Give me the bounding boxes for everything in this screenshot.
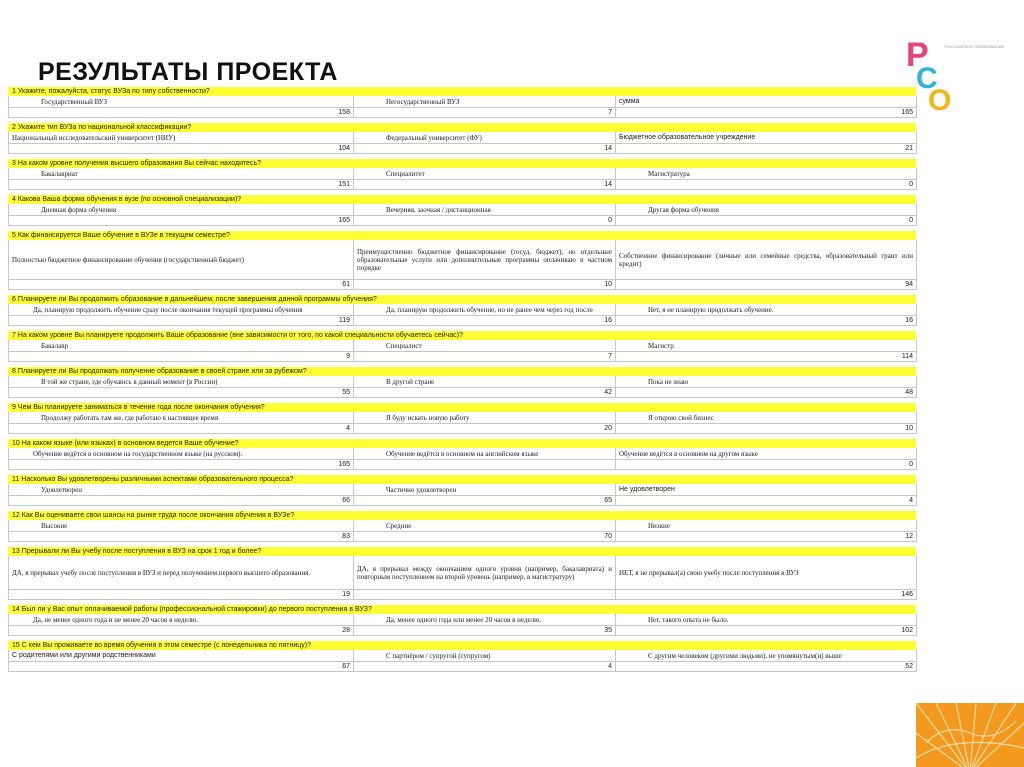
- response-count: 119: [9, 316, 354, 326]
- option-label: [9, 96, 354, 108]
- response-count: 10: [616, 424, 917, 434]
- option-text: Магистратура: [648, 170, 690, 178]
- option-label: [616, 376, 917, 388]
- response-count: 114: [616, 352, 917, 362]
- response-count: 9: [9, 352, 354, 362]
- options-row: [8, 614, 916, 626]
- option-text: Высокие: [41, 522, 68, 530]
- response-count: 16: [616, 316, 917, 326]
- question-number: 11: [12, 476, 20, 483]
- response-count: 4: [616, 496, 917, 506]
- option-text: Бакалавр: [41, 342, 68, 350]
- option-text: В той же стране, где обучаюсь в данный момент (в России): [41, 378, 218, 386]
- option-text: Полностью бюджетное финансирование обучения (государственный бюджет): [12, 256, 245, 264]
- response-count: 4: [9, 424, 354, 434]
- question-block: [8, 295, 916, 326]
- option-text: Я открою свой бизнес: [648, 414, 714, 422]
- response-count: 14: [354, 180, 616, 190]
- option-text: Я буду искать новую работу: [386, 414, 470, 422]
- question-block: [8, 195, 916, 226]
- option-text: Не удовлетворен: [619, 486, 675, 493]
- response-count: 67: [9, 662, 354, 672]
- question-header: [8, 295, 916, 304]
- values-row: [8, 352, 916, 362]
- response-count: 7: [354, 108, 616, 118]
- option-text: сумма: [619, 98, 640, 105]
- response-count: 21: [616, 144, 917, 154]
- option-text: Удовлетворен: [41, 486, 83, 494]
- options-row: [8, 650, 916, 662]
- question-number: 9: [12, 404, 16, 411]
- option-text: Специалитет: [386, 170, 425, 178]
- option-label: [354, 168, 616, 180]
- logo-caption: РОССИЙСКОЕ ОБРАЗОВАНИЕ: [945, 44, 1005, 49]
- option-text: Нет, такого опыта не было.: [648, 616, 729, 624]
- question-number: 4: [12, 196, 16, 203]
- values-row: [8, 626, 916, 636]
- response-count: 61: [9, 280, 354, 290]
- question-header: [8, 605, 916, 614]
- option-text: С другим человеком (другими людьми), не упомянутым(и) выше: [648, 652, 842, 660]
- question-header: [8, 159, 916, 168]
- response-count: 10: [354, 280, 616, 290]
- option-label: [9, 484, 354, 496]
- option-label: [9, 376, 354, 388]
- response-count: 7: [354, 352, 616, 362]
- option-label: [616, 556, 917, 590]
- response-count: 0: [616, 216, 917, 226]
- option-text: Собственное финансирование (личные или семейные средства, образовательный грант или кредит): [619, 252, 913, 268]
- question-header: [8, 123, 916, 132]
- option-label: [354, 520, 616, 532]
- option-text: Национальный исследовательский университет (НИУ): [12, 134, 176, 142]
- option-text: Обучение ведётся в основном на английском языке: [386, 450, 539, 458]
- response-count: [354, 590, 616, 600]
- options-row: [8, 376, 916, 388]
- question-number: 14: [12, 606, 20, 613]
- question-header: [8, 87, 916, 96]
- option-label: [354, 484, 616, 496]
- response-count: 165: [9, 460, 354, 470]
- response-count: 35: [354, 626, 616, 636]
- response-count: [354, 460, 616, 470]
- response-count: 28: [9, 626, 354, 636]
- question-text: Планируете ли Вы продолжить образование в дальнейшем, после завершения данной программы обучения?: [17, 296, 377, 303]
- option-text: Другая форма обучения: [648, 206, 719, 214]
- option-text: Да, менее одного года или менее 20 часов в неделю.: [386, 616, 542, 624]
- question-text: Был ли у Вас опыт оплачиваемой работы (профессиональной стажировки) до первого поступления в ВУЗ?: [21, 606, 372, 613]
- option-text: Негосударственный ВУЗ: [386, 98, 460, 106]
- starburst-pattern-icon: [916, 703, 1024, 767]
- option-label: [9, 204, 354, 216]
- option-text: Продолжу работать там же, где работаю в настоящее время: [41, 414, 219, 422]
- question-text: Как Вы оцениваете свои шансы на рынке труда после окончания обучения в ВУЗе?: [21, 512, 295, 519]
- option-label: [9, 650, 354, 662]
- options-row: [8, 240, 916, 280]
- values-row: [8, 108, 916, 118]
- option-text: Бюджетное образовательное учреждение: [619, 134, 756, 141]
- option-label: [616, 448, 917, 460]
- values-row: [8, 144, 916, 154]
- values-row: [8, 662, 916, 672]
- response-count: 146: [616, 590, 917, 600]
- option-label: [616, 484, 917, 496]
- question-text: Как финансируется Ваше обучение в ВУЗе в текущем семестре?: [17, 232, 230, 239]
- survey-results-table: [8, 87, 916, 672]
- question-header: [8, 367, 916, 376]
- option-label: [616, 168, 917, 180]
- question-text: На каком уровне получения высшего образования Вы сейчас находитесь?: [17, 160, 262, 167]
- values-row: [8, 460, 916, 470]
- question-block: [8, 367, 916, 398]
- response-count: 102: [616, 626, 917, 636]
- response-count: 70: [354, 532, 616, 542]
- question-block: [8, 231, 916, 290]
- option-text: Да, не менее одного года и не менее 20 часов в неделю.: [33, 616, 199, 624]
- option-label: [9, 304, 354, 316]
- option-text: НЕТ, я не прерывал(а) свою учебу после поступления в ВУЗ: [619, 569, 799, 577]
- option-text: Средние: [386, 522, 412, 530]
- question-header: [8, 195, 916, 204]
- question-block: [8, 87, 916, 118]
- question-number: 1: [12, 88, 16, 95]
- response-count: 12: [616, 532, 917, 542]
- option-label: [616, 520, 917, 532]
- option-text: ДА, я прерывал между окончанием одного уровня (например, бакалавриата) и повторным поступлением на второй уровень (например, в магистратуру): [357, 565, 612, 581]
- question-text: С кем Вы проживаете во время обучения в этом семестре (с понедельника по пятницу)?: [21, 642, 312, 649]
- response-count: 158: [9, 108, 354, 118]
- response-count: 52: [616, 662, 917, 672]
- logo-letter-p: Р: [906, 36, 929, 74]
- options-row: [8, 204, 916, 216]
- question-number: 12: [12, 512, 20, 519]
- option-label: [616, 614, 917, 626]
- option-label: [616, 240, 917, 280]
- option-label: [616, 132, 917, 144]
- question-block: [8, 475, 916, 506]
- options-row: [8, 304, 916, 316]
- values-row: [8, 316, 916, 326]
- option-label: [616, 304, 917, 316]
- question-block: [8, 439, 916, 470]
- question-number: 5: [12, 232, 16, 239]
- question-block: [8, 547, 916, 600]
- question-number: 10: [12, 440, 20, 447]
- option-text: Обучение ведётся в основном на государственном языке (на русском).: [33, 450, 243, 458]
- question-header: [8, 231, 916, 240]
- option-label: [354, 376, 616, 388]
- question-text: Прерывали ли Вы учебу после поступления в ВУЗ на срок 1 год и более?: [21, 548, 262, 555]
- question-text: Укажите, пожалуйста, статус ВУЗа по типу собственности?: [17, 88, 210, 95]
- question-text: Какова Ваша форма обучения в вузе (по основной специализации)?: [17, 196, 242, 203]
- question-number: 7: [12, 332, 16, 339]
- question-header: [8, 331, 916, 340]
- option-label: [616, 412, 917, 424]
- option-text: С родителями или другими родственниками: [12, 652, 156, 659]
- question-text: Чем Вы планируете заниматься в течение года после окончания обучения?: [17, 404, 265, 411]
- question-block: [8, 331, 916, 362]
- question-header: [8, 439, 916, 448]
- response-count: 83: [9, 532, 354, 542]
- options-row: [8, 484, 916, 496]
- option-label: [354, 650, 616, 662]
- response-count: 4: [354, 662, 616, 672]
- response-count: 55: [9, 388, 354, 398]
- option-label: [354, 96, 616, 108]
- options-row: [8, 520, 916, 532]
- question-block: [8, 605, 916, 636]
- question-header: [8, 641, 916, 650]
- option-text: Федеральный университет (ФУ): [386, 134, 482, 142]
- question-header: [8, 403, 916, 412]
- option-text: Магистр: [648, 342, 674, 350]
- option-text: Нет, я не планирую продолжать обучение.: [648, 306, 774, 314]
- option-label: [354, 204, 616, 216]
- response-count: 48: [616, 388, 917, 398]
- options-row: [8, 412, 916, 424]
- question-number: 15: [12, 642, 20, 649]
- response-count: 94: [616, 280, 917, 290]
- option-label: [616, 340, 917, 352]
- response-count: 16: [354, 316, 616, 326]
- question-header: [8, 547, 916, 556]
- option-label: [9, 168, 354, 180]
- values-row: [8, 216, 916, 226]
- response-count: 65: [354, 496, 616, 506]
- option-label: [354, 240, 616, 280]
- option-label: [354, 340, 616, 352]
- response-count: 0: [354, 216, 616, 226]
- option-text: Да, планирую продолжить обучение, но не ранее чем через год после: [386, 306, 593, 314]
- question-block: [8, 159, 916, 190]
- response-count: 14: [354, 144, 616, 154]
- values-row: [8, 180, 916, 190]
- question-block: [8, 511, 916, 542]
- option-label: [9, 340, 354, 352]
- option-label: [9, 520, 354, 532]
- response-count: 165: [616, 108, 917, 118]
- option-label: [9, 614, 354, 626]
- rso-logo: [906, 26, 1010, 112]
- question-number: 3: [12, 160, 16, 167]
- option-text: Частично удовлетворен: [386, 486, 457, 494]
- option-label: [354, 412, 616, 424]
- option-text: Обучение ведётся в основном на другом языке: [619, 450, 759, 458]
- options-row: [8, 168, 916, 180]
- option-label: [9, 412, 354, 424]
- option-label: [354, 132, 616, 144]
- question-number: 6: [12, 296, 16, 303]
- values-row: [8, 280, 916, 290]
- option-label: [616, 204, 917, 216]
- option-text: Низкие: [648, 522, 670, 530]
- option-text: Да, планирую продолжить обучение сразу после окончания текущей программы обучения: [33, 306, 303, 314]
- option-label: [9, 132, 354, 144]
- option-text: Государственный ВУЗ: [41, 98, 108, 106]
- values-row: [8, 424, 916, 434]
- response-count: 0: [616, 180, 917, 190]
- question-block: [8, 123, 916, 154]
- option-text: Бакалавриат: [41, 170, 78, 178]
- question-number: 2: [12, 124, 16, 131]
- option-label: [9, 240, 354, 280]
- response-count: 104: [9, 144, 354, 154]
- question-text: На каком языке (или языках) в основном ведется Ваше обучение?: [21, 440, 239, 447]
- question-text: Планируете ли Вы продолжать получение образование в своей стране или за рубежом?: [17, 368, 307, 375]
- question-header: [8, 475, 916, 484]
- question-text: Укажите тип ВУЗа по национальной классификации?: [17, 124, 192, 131]
- values-row: [8, 496, 916, 506]
- question-text: На каком уровне Вы планируете продолжить Ваше образование (вне зависимости от того, по какой специальности обучаетесь сейчас)?: [17, 332, 463, 339]
- response-count: 42: [354, 388, 616, 398]
- option-label: [354, 556, 616, 590]
- values-row: [8, 388, 916, 398]
- logo-letter-c: С: [916, 62, 938, 95]
- option-text: Преимущественно бюджетное финансирование (госуд. бюджет), но отдельные образовательные услуги или дополнительные программы оплачиваю в частном порядке: [357, 248, 612, 272]
- option-label: [354, 448, 616, 460]
- option-text: ДА, я прерывал учебу после поступления в ВУЗ и перед получением первого высшего образования.: [12, 569, 311, 577]
- option-label: [616, 650, 917, 662]
- option-text: В другой стране: [386, 378, 435, 386]
- question-number: 13: [12, 548, 20, 555]
- page-title: РЕЗУЛЬТАТЫ ПРОЕКТА: [38, 58, 338, 86]
- option-text: Дневная форма обучения: [41, 206, 117, 214]
- options-row: [8, 96, 916, 108]
- response-count: 165: [9, 216, 354, 226]
- option-text: Пока не знаю: [648, 378, 689, 386]
- question-number: 8: [12, 368, 16, 375]
- response-count: 19: [9, 590, 354, 600]
- options-row: [8, 340, 916, 352]
- option-label: [354, 614, 616, 626]
- question-block: [8, 641, 916, 672]
- options-row: [8, 556, 916, 590]
- values-row: [8, 590, 916, 600]
- response-count: 66: [9, 496, 354, 506]
- option-text: С партнёром / супругой (супругом): [386, 652, 491, 660]
- response-count: 151: [9, 180, 354, 190]
- option-text: Специалист: [386, 342, 422, 350]
- option-text: Вечерняя, заочная / дистанционная: [386, 206, 491, 214]
- values-row: [8, 532, 916, 542]
- corner-decoration: [916, 703, 1024, 767]
- option-label: [616, 96, 917, 108]
- response-count: 0: [616, 460, 917, 470]
- option-label: [354, 304, 616, 316]
- option-label: [9, 448, 354, 460]
- question-header: [8, 511, 916, 520]
- options-row: [8, 448, 916, 460]
- options-row: [8, 132, 916, 144]
- question-block: [8, 403, 916, 434]
- option-label: [9, 556, 354, 590]
- logo-letter-o: О: [928, 84, 952, 112]
- response-count: 20: [354, 424, 616, 434]
- question-text: Насколько Вы удовлетворены различными аспектами образовательного процесса?: [21, 476, 294, 483]
